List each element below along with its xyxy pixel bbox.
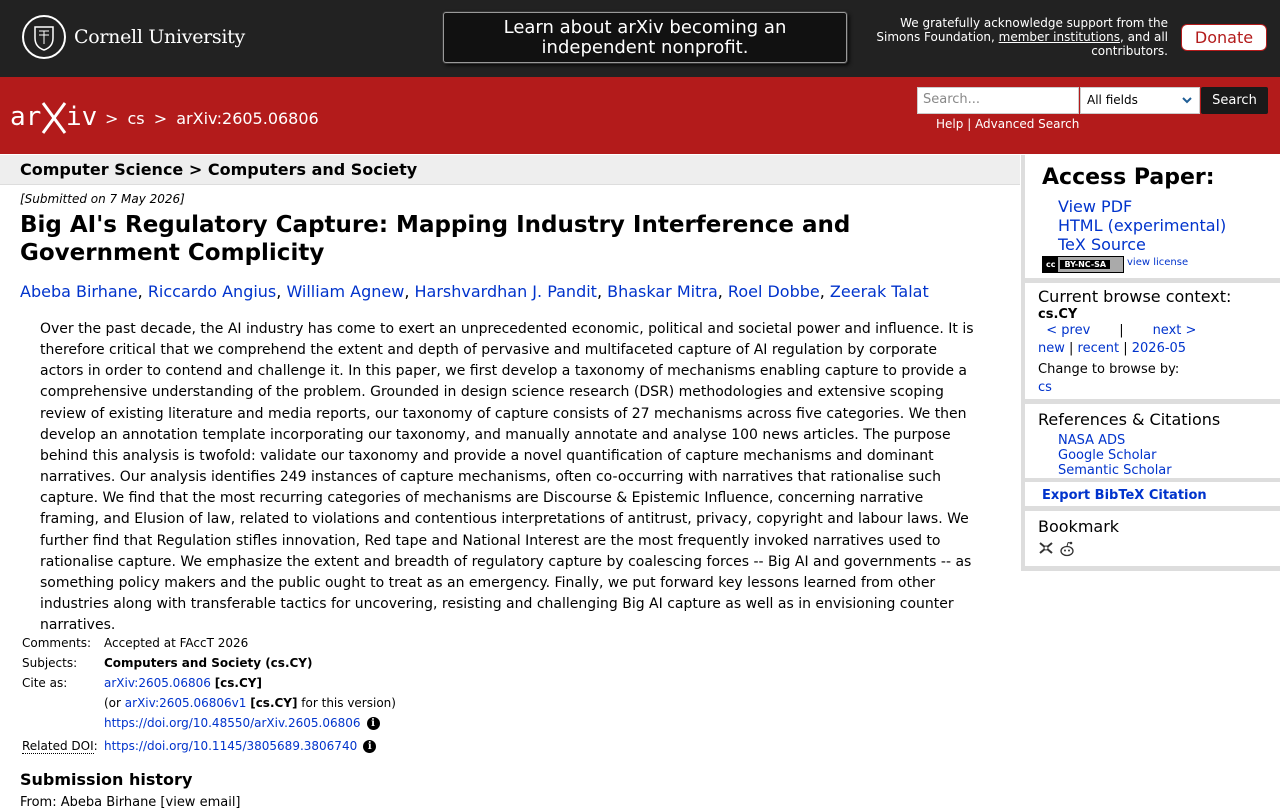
help-link[interactable]: Help (936, 117, 964, 131)
cite-row: Cite as: arXiv:2605.06806 [cs.CY] (22, 676, 262, 690)
google-scholar-link[interactable]: Google Scholar (1058, 448, 1157, 463)
chevron-down-icon (1181, 94, 1193, 106)
arxiv-header (0, 77, 1280, 154)
browse-nav: < prev | next > (1046, 323, 1197, 338)
author-link[interactable]: William Agnew (286, 282, 405, 301)
submission-from: From: Abeba Birhane [view email] (20, 795, 241, 810)
cornell-logo[interactable] (22, 15, 245, 59)
sidebar (1021, 155, 1280, 571)
browse-context-box (1025, 283, 1280, 399)
support-acknowledgement: We gratefully acknowledge support from the Simons Foundation, member institutions, and all contributors. (876, 16, 1168, 58)
cornell-name: Cornell University (74, 26, 245, 48)
new-link[interactable]: new (1038, 341, 1065, 356)
references-box (1025, 404, 1280, 478)
cornell-seal-icon (22, 15, 66, 59)
subject-bar (0, 155, 1020, 185)
related-doi-link[interactable]: https://doi.org/10.1145/3805689.3806740 (104, 739, 358, 753)
bibtex-box (1025, 482, 1280, 506)
browse-context-heading: Current browse context: (1038, 287, 1232, 306)
cc-license-badge[interactable]: cc BY-NC-SA (1042, 256, 1124, 273)
export-bibtex-link[interactable]: Export BibTeX Citation (1042, 488, 1207, 503)
nasa-ads-link[interactable]: NASA ADS (1058, 433, 1126, 448)
author-link[interactable]: Harshvardhan J. Pandit (414, 282, 597, 301)
subjects-row: Subjects: Computers and Society (cs.CY) (22, 656, 396, 676)
tex-source-link[interactable]: TeX Source (1058, 235, 1146, 254)
metadata-table (22, 636, 396, 759)
recent-link[interactable]: recent (1077, 341, 1120, 356)
semantic-scholar-link[interactable]: Semantic Scholar (1058, 463, 1172, 478)
related-doi-row: Related DOI: https://doi.org/10.1145/3805689.3806740 i (22, 739, 396, 759)
month-link[interactable]: 2026-05 (1131, 341, 1187, 356)
info-icon[interactable]: i (367, 717, 380, 730)
doi-link[interactable]: https://doi.org/10.48550/arXiv.2605.06806 (104, 716, 361, 730)
author-link[interactable]: Abeba Birhane (20, 282, 138, 301)
browse-category: cs.CY (1038, 307, 1078, 322)
prev-link[interactable]: < prev (1046, 323, 1091, 338)
references-heading: References & Citations (1038, 410, 1221, 429)
subjects-value: Computers and Society (cs.CY) (104, 656, 313, 670)
version-link[interactable]: arXiv:2605.06806v1 (124, 696, 247, 710)
search-button[interactable]: Search (1201, 87, 1268, 114)
references-links (1058, 433, 1172, 478)
author-link[interactable]: Roel Dobbe (727, 282, 820, 301)
svg-text:ar: ar (10, 102, 42, 132)
reddit-icon[interactable] (1058, 540, 1076, 558)
submission-date: [Submitted on 7 May 2026] (20, 192, 185, 206)
arxiv-logo[interactable] (10, 97, 102, 141)
subject-heading: Computer Science > Computers and Society (20, 160, 418, 179)
browse-more: new | recent | 2026-05 (1038, 341, 1187, 356)
author-link[interactable]: Riccardo Angius (147, 282, 277, 301)
info-icon[interactable]: i (363, 740, 376, 753)
advanced-search-link[interactable]: Advanced Search (975, 117, 1080, 131)
view-pdf-link[interactable]: View PDF (1058, 197, 1133, 216)
author-link[interactable]: Zeerak Talat (829, 282, 929, 301)
version-row: (or arXiv:2605.06806v1 [cs.CY] for this version) (104, 696, 396, 710)
access-paper-heading: Access Paper: (1042, 165, 1215, 190)
donate-button[interactable]: Donate (1181, 24, 1267, 51)
submission-history-heading: Submission history (20, 770, 193, 789)
bookmark-box (1025, 511, 1280, 566)
breadcrumb-cs[interactable]: cs (127, 109, 145, 128)
html-link[interactable]: HTML (experimental) (1058, 216, 1227, 235)
author-list: Abeba Birhane, Riccardo Angius, William Agnew, Harshvardhan J. Pandit, Bhaskar Mitra, Roel Dobbe, Zeerak Talat (20, 282, 929, 301)
help-links: Help | Advanced Search (936, 117, 1080, 131)
cornell-topbar (0, 0, 1280, 77)
search-input[interactable]: Search... (917, 87, 1079, 114)
author-link[interactable]: Bhaskar Mitra (607, 282, 718, 301)
view-license-link[interactable]: view license (1127, 257, 1189, 268)
breadcrumb-paper-id: arXiv:2605.06806 (176, 109, 319, 128)
nonprofit-banner[interactable]: Learn about arXiv becoming an independent nonprofit. (443, 12, 847, 63)
comments-value: Accepted at FAccT 2026 (104, 636, 249, 650)
svg-text:iv: iv (66, 102, 98, 132)
doi-row (22, 716, 396, 739)
access-links (1058, 197, 1226, 254)
search-field-select[interactable]: All fields (1080, 87, 1200, 114)
abstract: Over the past decade, the AI industry has come to exert an unprecedented economic, political and societal power and influence. It is therefore critical that we comprehend the extent and depth of pervasive and multifaceted capture of AI regulation by corporate actors in order to contend and challenge it. In this paper, we first develop a taxonomy of mechanisms enabling capture to provide a comprehensive understanding of the problem. Grounded in design science research (DSR) methodologies and extensive scoping review of existing literature and media reports, our taxonomy of capture consists of 27 mechanisms across five categories. We then develop an annotation template incorporating our taxonomy, and manually annotate and analyse 100 news articles. The purpose behind this analysis is twofold: validate our taxonomy and provide a novel quantification of capture mechanisms and dominant narratives. Our analysis identifies 249 instances of capture mechanisms, often co-occurring with narratives that rationalise such capture. We find that the most recurring categories of mechanisms are Discourse & Epistemic Influence, concerning narrative framing, and Elusion of law, related to violations and contentious interpretations of antitrust, privacy, copyright and labour laws. We further find that Regulation stifles innovation, Red tape and National Interest are the most frequently invoked narratives used to rationalise capture. We emphasize the extent and breadth of regulatory capture by coalescing forces -- Big AI and governments -- as something policy makers and the public ought to treat as an emergency. Finally, we put forward key lessons learned from other industries along with transferable tactics for uncovering, resisting and challenging Big AI capture as well as in envisioning counter narratives. (40, 321, 974, 634)
bookmark-icons (1038, 540, 1076, 558)
bibsonomy-icon[interactable] (1038, 540, 1054, 556)
arxiv-logo-icon (10, 97, 102, 137)
breadcrumb: > cs > arXiv:2605.06806 (105, 109, 319, 128)
member-institutions-link[interactable]: member institutions (998, 30, 1120, 44)
paper-title: Big AI's Regulatory Capture: Mapping Industry Interference and Government Complicity (20, 212, 851, 266)
access-paper-box (1025, 155, 1280, 278)
next-link[interactable]: next > (1152, 323, 1197, 338)
cite-id-link[interactable]: arXiv:2605.06806 (104, 676, 211, 690)
bookmark-heading: Bookmark (1038, 517, 1120, 536)
browse-cs-link[interactable]: cs (1038, 380, 1052, 395)
comments-row: Comments: Accepted at FAccT 2026 (22, 636, 396, 656)
cc-icon: cc (1043, 257, 1058, 272)
change-browse-label: Change to browse by: (1038, 362, 1180, 377)
